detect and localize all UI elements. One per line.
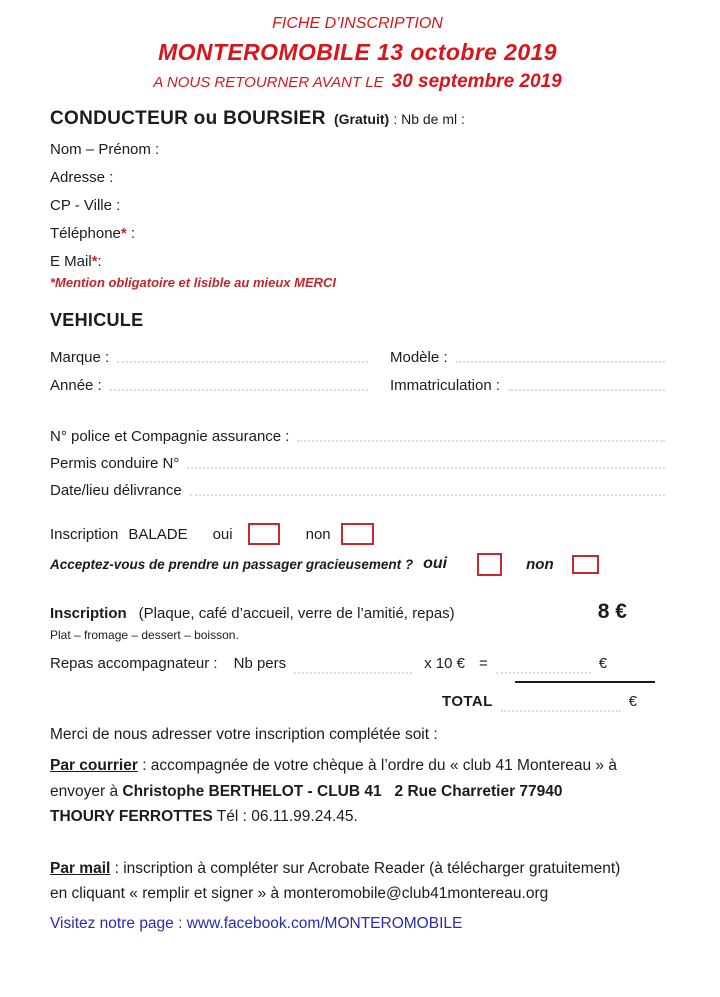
passager-non-checkbox[interactable] [572,555,599,574]
inscription-price-detail: (Plaque, café d’accueil, verre de l’amitié, repas) [138,605,455,622]
marque-write-line[interactable] [117,361,368,363]
nom-prenom-label: Nom – Prénom : [50,141,160,158]
telephone-required-asterisk: * [120,225,127,242]
cp-ville-label: CP - Ville : [50,197,121,214]
facebook-link[interactable]: Visitez notre page : www.facebook.com/MONTEROMOBILE [50,914,463,932]
police-assurance-write-line[interactable] [297,440,665,442]
adresse-label: Adresse : [50,169,114,186]
balade-oui-checkbox[interactable] [248,523,280,545]
passager-oui-checkbox[interactable] [477,553,502,576]
conducteur-nb-ml-label: : Nb de ml : [393,111,465,127]
telephone-label: Téléphone [50,225,121,242]
telephone-colon: : [126,225,136,242]
email-colon: : [97,253,102,270]
field-telephone[interactable] [50,224,665,244]
field-cp-ville[interactable] [50,196,665,216]
immatriculation-write-line[interactable] [508,389,665,391]
repas-accompagnateur-row [50,651,665,677]
par-mail-paragraph [50,856,625,907]
field-marque [50,338,390,366]
repas-total-write-line[interactable] [496,672,591,674]
repas-euro-sign: € [598,655,608,672]
balade-label: BALADE [128,525,188,543]
total-write-line[interactable] [501,710,621,712]
field-immatriculation [390,366,665,394]
inscription-price-label: Inscription [50,605,127,622]
nb-pers-write-line[interactable] [294,672,412,674]
conducteur-title: CONDUCTEUR ou BOURSIER [50,108,326,129]
balade-oui-label: oui [212,525,233,543]
passager-non-label: non [526,555,554,573]
send-instructions-intro: Merci de nous adresser votre inscription complétée soit : [50,726,438,743]
field-adresse[interactable] [50,168,665,188]
balade-non-label: non [305,525,331,543]
field-nom-prenom[interactable] [50,140,665,160]
par-mail-text: : inscription à compléter sur Acrobate Reader (à télécharger gratuitement) en cliquant « remplir et signer » à monteromobile@club41montereau.org [50,859,621,902]
field-permis [50,445,665,472]
par-courrier-label: Par courrier [50,757,138,774]
courrier-address-bold: Christophe BERTHELOT - CLUB 41 2 Rue Charretier 77940 THOURY FERROTTES [50,782,567,825]
permis-write-line[interactable] [187,467,665,469]
inscription-price-row [50,599,665,627]
event-title: MONTEROMOBILE 13 octobre 2019 [158,39,557,65]
form-title: FICHE D’INSCRIPTION [272,15,443,32]
required-fields-note: *Mention obligatoire et lisible au mieux MERCI [50,275,337,290]
balade-registration-row [50,521,665,547]
par-mail-label: Par mail [50,859,111,877]
modele-write-line[interactable] [456,361,665,363]
par-courrier-text: : accompagnée de votre chèque à l’ordre du « club 41 Montereau » à envoyer à [50,757,617,800]
annee-label: Année : [50,377,102,394]
form-header [50,14,665,95]
menu-detail: Plat – fromage – dessert – boisson. [50,628,239,642]
inscription-price-value: 8 € [597,600,627,623]
field-annee [50,366,390,394]
vehicule-grid [50,338,665,394]
nb-pers-label: Nb pers [233,655,287,672]
immatriculation-label: Immatriculation : [390,377,501,394]
permis-label: Permis conduire N° [50,455,180,472]
marque-label: Marque : [50,349,110,366]
annee-write-line[interactable] [110,389,368,391]
police-assurance-label: N° police et Compagnie assurance : [50,428,290,445]
conducteur-gratuit-label: (Gratuit) [333,111,390,127]
deadline-text: A NOUS RETOURNER AVANT LE [153,74,384,91]
deadline-line [50,70,665,95]
multiplier-label: x 10 € [424,655,466,672]
field-delivrance [50,472,665,499]
email-label: E Mail [50,253,92,270]
delivrance-write-line[interactable] [190,494,665,496]
field-police-assurance [50,418,665,445]
vehicule-section-title: VEHICULE [50,310,144,330]
field-modele [390,338,665,366]
passager-question-row [50,551,665,577]
conducteur-section-title [50,107,665,132]
field-email[interactable] [50,252,665,272]
passager-question-label: Acceptez-vous de prendre un passager gracieusement ? [50,556,414,572]
courrier-phone: Tél : 06.11.99.24.45. [212,808,358,825]
email-required-asterisk: * [91,253,98,270]
passager-oui-label: oui [423,555,448,572]
total-row [50,689,637,715]
balade-non-checkbox[interactable] [341,523,374,545]
equals-sign: = [479,655,488,672]
modele-label: Modèle : [390,349,448,366]
total-label: TOTAL [442,693,493,710]
sum-divider-line [515,681,655,683]
delivrance-label: Date/lieu délivrance [50,482,182,499]
total-euro-sign: € [628,693,637,710]
repas-label: Repas accompagnateur : [50,655,218,672]
deadline-date: 30 septembre 2019 [391,71,562,92]
inscription-balade-label: Inscription [50,525,119,543]
par-courrier-paragraph [50,753,625,830]
